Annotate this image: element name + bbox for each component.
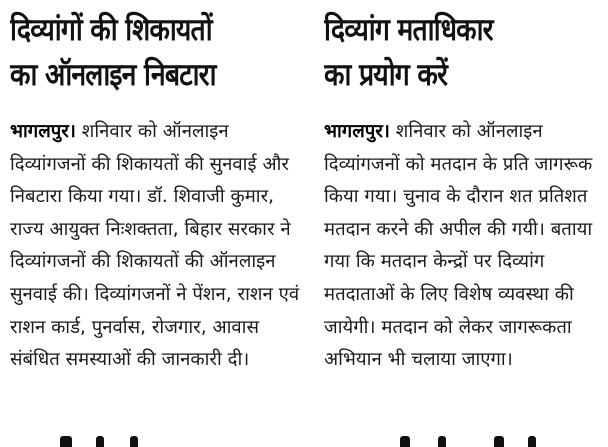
left-headline-line-2: का ऑनलाइन निबटारा xyxy=(10,57,216,93)
cropped-glyph xyxy=(438,436,446,447)
cropped-glyph xyxy=(528,436,536,447)
left-article-body xyxy=(10,116,300,377)
right-headline xyxy=(324,0,604,116)
right-article xyxy=(324,0,604,377)
cropped-next-headline xyxy=(0,430,608,447)
cropped-glyph xyxy=(494,436,504,447)
left-body-text: शनिवार को ऑनलाइन दिव्यांगजनों की शिकायतों की सुनवाई और निबटारा किया गया। डॉ. शिवाजी कुमार, राज्य आयुक्त निःशक्तता, बिहार सरकार ने दिव्यांगजनों की शिकायतों की ऑनलाइन सुनवाई की। दिव्यांगजनों ने पेंशन, राशन एवं राशन कार्ड, पुनर्वास, रोजगार, आवास संबंधित समस्याओं की जानकारी दी। xyxy=(10,121,300,371)
left-dateline: भागलपुर। xyxy=(10,121,76,142)
cropped-glyph xyxy=(130,436,138,447)
left-headline xyxy=(10,0,300,116)
cropped-glyph xyxy=(400,436,410,447)
cropped-glyph xyxy=(96,436,104,447)
right-headline-line-1: दिव्यांग मताधिकार xyxy=(324,12,493,48)
right-body-text: शनिवार को ऑनलाइन दिव्यांगजनों को मतदान के प्रति जागरूक किया गया। चुनाव के दौरान शत प्रतिशत मतदान करने की अपील की गयी। बताया गया कि मतदान केन्द्रों पर दिव्यांग मतदाताओं के लिए विशेष व्यवस्था की जायेगी। मतदान को लेकर जागरूकता अभियान भी चलाया जाएगा। xyxy=(324,121,593,371)
left-headline-line-1: दिव्यांगों की शिकायतों xyxy=(10,12,212,48)
left-article xyxy=(10,0,300,377)
right-dateline: भागलपुर। xyxy=(324,121,390,142)
right-headline-line-2: का प्रयोग करें xyxy=(324,57,447,93)
cropped-glyph xyxy=(60,436,72,447)
right-article-body xyxy=(324,116,604,377)
